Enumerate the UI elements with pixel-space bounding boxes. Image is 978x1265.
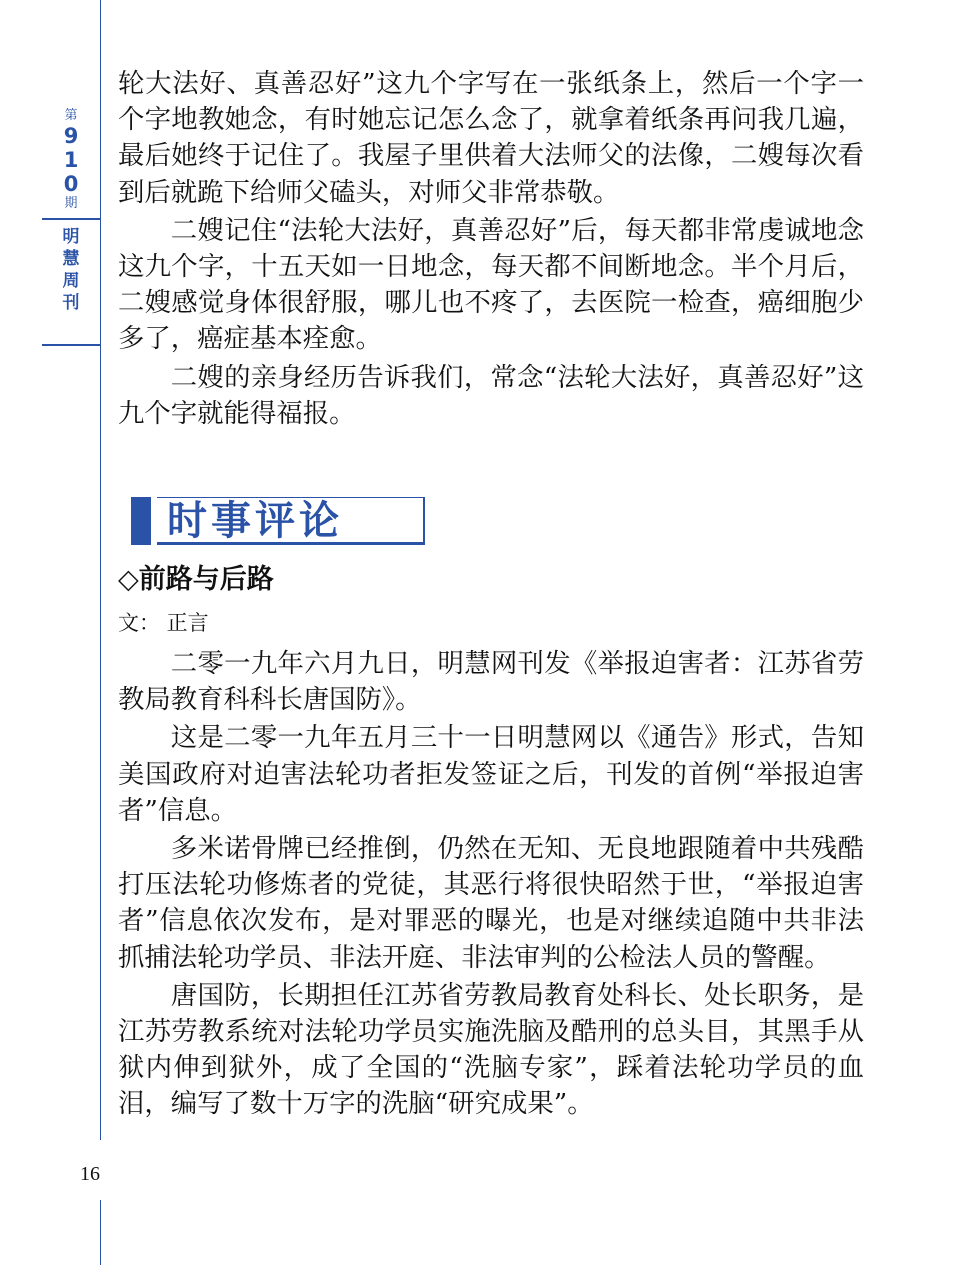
- body-paragraph: 二嫂记住“法轮大法好，真善忍好”后，每天都非常虔诚地念这九个字，十五天如一日地念，每天都不间断地念。半个月后，二嫂感觉身体很舒服，哪儿也不疼了，去医院一检查，癌细胞少多了，癌症基本痊愈。: [118, 214, 864, 355]
- issue-digit: 0: [63, 172, 79, 196]
- sidebar-bottom-rule: [42, 344, 100, 346]
- issue-suffix: 期: [64, 196, 78, 211]
- issue-prefix: 第: [64, 108, 78, 123]
- body-paragraph: 二零一九年六月九日，明慧网刊发《举报迫害者：江苏省劳教局教育科科长唐国防》。: [118, 648, 864, 716]
- issue-digit: 1: [63, 148, 79, 172]
- sidebar-divider: [42, 218, 100, 220]
- body-paragraph: 这是二零一九年五月三十一日明慧网以《通告》形式，告知美国政府对迫害法轮功者拒发签证之后，刊发的首例“举报迫害者”信息。: [118, 722, 864, 826]
- body-paragraph: 二嫂的亲身经历告诉我们，常念“法轮大法好，真善忍好”这九个字就能得福报。: [118, 361, 864, 429]
- section-heading: [131, 497, 423, 545]
- margin-rule: [100, 0, 101, 1265]
- continued-article: [118, 66, 864, 432]
- issue-sidebar: [42, 108, 100, 314]
- publication-name-char: 慧: [62, 249, 80, 269]
- publication-name-char: 刊: [62, 293, 80, 313]
- section-title: 时事评论: [167, 498, 343, 544]
- article-title: ◇前路与后路: [118, 564, 274, 595]
- article-body: [118, 646, 864, 1123]
- issue-digit: 9: [63, 124, 79, 148]
- body-paragraph: 多米诺骨牌已经推倒，仍然在无知、无良地跟随着中共残酷打压法轮功修炼者的党徒，其恶行将很快昭然于世，“举报迫害者”信息依次发布，是对罪恶的曝光，也是对继续追随中共非法抓捕法轮功学员、非法开庭、非法审判的公检法人员的警醒。: [118, 833, 864, 973]
- publication-name-char: 明: [62, 227, 80, 247]
- margin-rule-gap: [100, 1140, 101, 1200]
- body-paragraph: 轮大法好、真善忍好”这九个字写在一张纸条上，然后一个字一个字地教她念，有时她忘记怎么念了，就拿着纸条再问我几遍，最后她终于记住了。我屋子里供着大法师父的法像，二嫂每次看到后就跪下给师父磕头，对师父非常恭敬。: [118, 68, 864, 208]
- publication-name-char: 周: [62, 271, 80, 291]
- body-paragraph: 唐国防，长期担任江苏省劳教局教育处科长、处长职务，是江苏劳教系统对法轮功学员实施洗脑及酷刑的总头目，其黑手从狱内伸到狱外，成了全国的“洗脑专家”，踩着法轮功学员的血泪，编写了数十万字的洗脑“研究成果”。: [118, 979, 864, 1120]
- article-byline: 文： 正言: [118, 611, 209, 635]
- section-heading-bar: [131, 497, 151, 545]
- page-number: 16: [80, 1163, 100, 1185]
